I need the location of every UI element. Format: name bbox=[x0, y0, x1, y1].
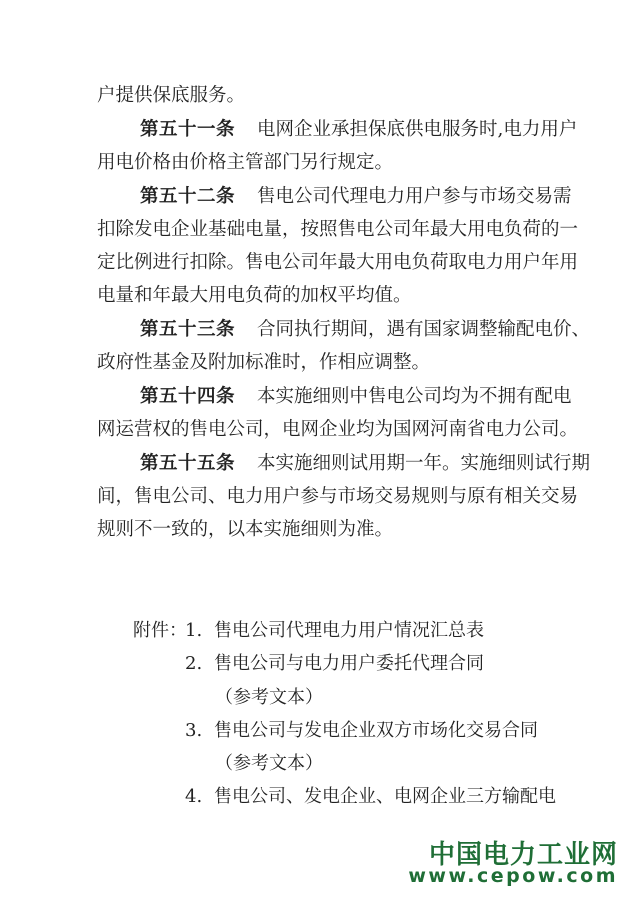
attachment-title: 售电公司、发电企业、电网企业三方输配电 bbox=[214, 786, 556, 807]
article-number: 第五十三条 bbox=[140, 319, 236, 340]
line-text: 扣除发电企业基础电量，按照售电公司年最大用电负荷的一 bbox=[97, 219, 579, 240]
article-51 bbox=[0, 118, 640, 142]
article-52 bbox=[0, 185, 640, 209]
line-text: 本实施细则试用期一年。实施细则试行期 bbox=[257, 453, 591, 474]
attachment-number: 2. bbox=[185, 653, 203, 674]
body-line bbox=[0, 251, 640, 275]
body-line bbox=[0, 284, 640, 308]
line-text: 合同执行期间，遇有国家调整输配电价、 bbox=[257, 319, 591, 340]
article-number: 第五十四条 bbox=[140, 386, 236, 407]
body-line bbox=[0, 351, 640, 375]
article-number: 第五十一条 bbox=[140, 119, 236, 140]
article-53 bbox=[0, 318, 640, 342]
line-text: 户提供保底服务。 bbox=[97, 85, 246, 106]
attachment-number: 1. bbox=[185, 620, 203, 641]
article-number: 第五十五条 bbox=[140, 453, 236, 474]
attachments-label: 附件： bbox=[133, 620, 187, 641]
line-text: 间，售电公司、电力用户参与市场交易规则与原有相关交易 bbox=[97, 486, 579, 507]
attachment-subtitle: （参考文本） bbox=[215, 687, 323, 708]
article-number: 第五十二条 bbox=[140, 186, 236, 207]
line-text: 售电公司代理电力用户参与市场交易需 bbox=[257, 186, 572, 207]
line-text: 电网企业承担保底供电服务时,电力用户 bbox=[257, 119, 578, 140]
attachment-number: 3. bbox=[185, 720, 203, 741]
article-54 bbox=[0, 385, 640, 409]
body-line bbox=[0, 84, 640, 108]
article-55 bbox=[0, 452, 640, 476]
body-line bbox=[0, 218, 640, 242]
attachment-title: 售电公司与发电企业双方市场化交易合同 bbox=[214, 720, 538, 741]
body-line bbox=[0, 151, 640, 175]
line-text: 电量和年最大用电负荷的加权平均值。 bbox=[97, 285, 412, 306]
body-line bbox=[0, 518, 640, 542]
line-text: 定比例进行扣除。售电公司年最大用电负荷取电力用户年用 bbox=[97, 252, 579, 273]
attachment-title: 售电公司代理电力用户情况汇总表 bbox=[214, 620, 484, 641]
attachment-number: 4. bbox=[185, 786, 203, 807]
line-text: 用电价格由价格主管部门另行规定。 bbox=[97, 152, 394, 173]
attachment-subtitle: （参考文本） bbox=[215, 753, 323, 774]
line-text: 本实施细则中售电公司均为不拥有配电 bbox=[257, 386, 572, 407]
watermark-site-name: 中国电力工业网 bbox=[428, 840, 618, 870]
attachment-title: 售电公司与电力用户委托代理合同 bbox=[214, 653, 484, 674]
line-text: 网运营权的售电公司，电网企业均为国网河南省电力公司。 bbox=[97, 419, 579, 440]
line-text: 规则不一致的，以本实施细则为准。 bbox=[97, 519, 394, 540]
line-text: 政府性基金及附加标准时，作相应调整。 bbox=[97, 352, 431, 373]
watermark-url: www.cepow.com bbox=[408, 865, 618, 887]
body-line bbox=[0, 485, 640, 509]
body-line bbox=[0, 418, 640, 442]
